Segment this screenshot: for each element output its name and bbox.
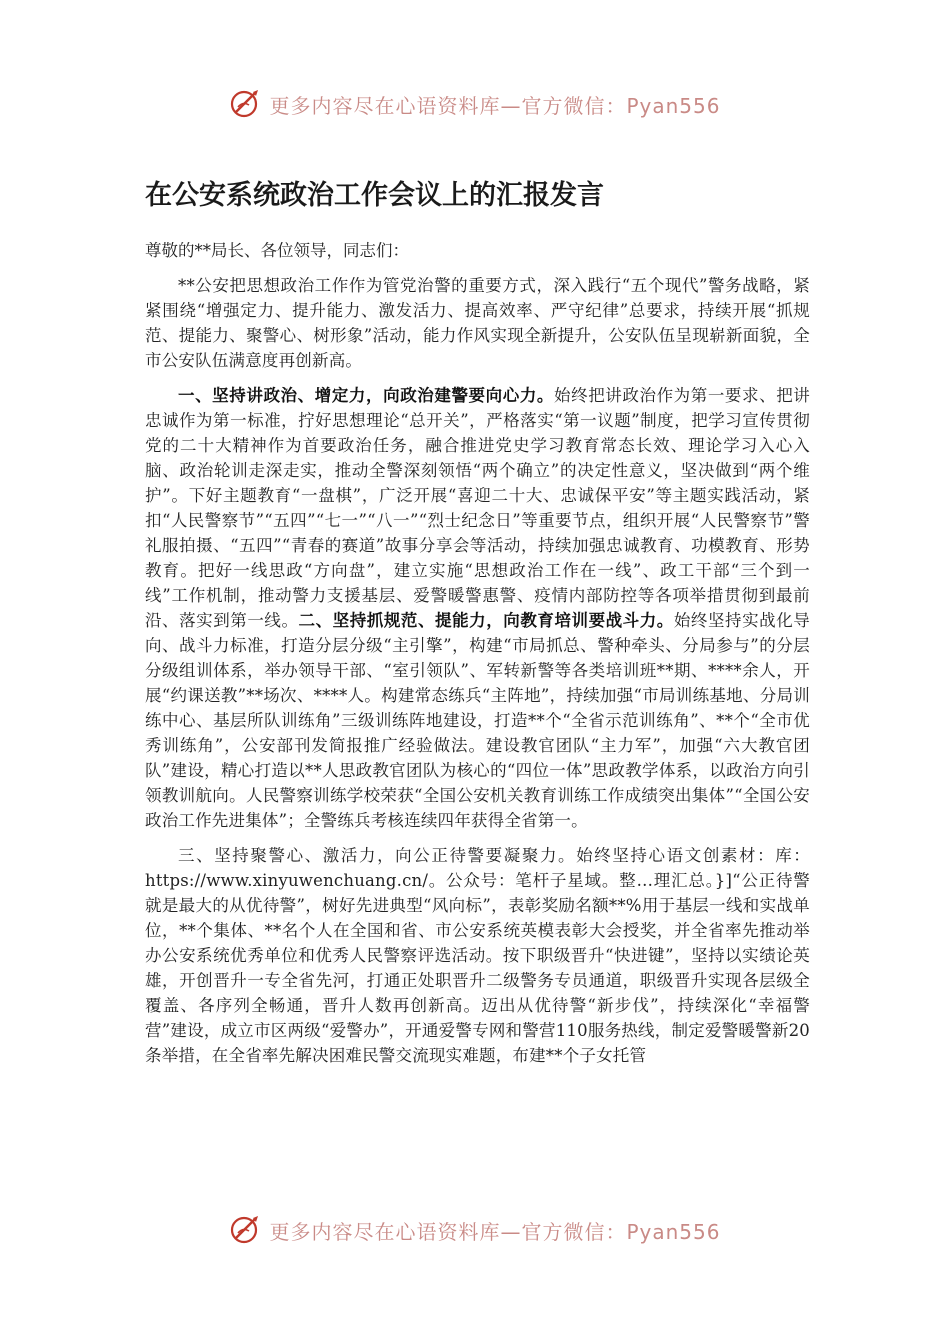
intro-paragraph: **公安把思想政治工作作为管党治警的重要方式，深入践行“五个现代”警务战略，紧紧围绕“增强定力、提升能力、激发活力、提高效率、严守纪律”总要求，持续开展“抓规范、提能力、聚警心、树形象”活动，能力作风实现全新提升，公安队伍呈现崭新面貌，全市公安队伍满意度再创新高。 xyxy=(145,276,810,370)
banner-text: 更多内容尽在心语资料库—官方微信：Pyan556 xyxy=(269,93,721,118)
banner-text: 更多内容尽在心语资料库—官方微信：Pyan556 xyxy=(269,1219,721,1244)
writing-hand-logo-icon xyxy=(229,87,263,121)
section-3-paragraph: 三、坚持聚警心、激活力，向公正待警要凝聚力。始终坚持心语文创素材：库：https://www.xinyuwenchuang.cn/。公众号：笔杆子星域。整…理汇总。}]“公正待警就是最大的从优待警”，树好先进典型“风向标”，表彰奖励名额**%用于基层一线和实战单位，**个集体、**名个人在全国和省、市公安系统英模表彰大会授奖，并全省率先推动举办公安系统优秀单位和优秀人民警察评选活动。按下职级晋升“快进键”，坚持以实绩论英雄，开创晋升一专全省先河，打通正处职晋升二级警务专员通道，职级晋升实现各层级全覆盖、各序列全畅通，晋升人数再创新高。迈出从优待警“新步伐”，持续深化“幸福警营”建设，成立市区两级“爱警办”，开通爱警专网和警营110服务热线，制定爱警暖警新20条举措，在全省率先解决困难民警交流现实难题，布建**个子女托管 xyxy=(145,846,810,1065)
section-2-heading: 二、坚持抓规范、提能力，向教育培训要战斗力。 xyxy=(298,611,674,630)
section-1-body: 始终把讲政治作为第一要求、把讲忠诚作为第一标准，拧好思想理论“总开关”，严格落实“第一议题”制度，把学习宣传贯彻党的二十大精神作为首要政治任务，融合推进党史学习教育常态长效、理论学习入心入脑、政治轮训走深走实，推动全警深刻领悟“两个确立”的决定性意义，坚决做到“两个维护”。下好主题教育“一盘棋”，广泛开展“喜迎二十大、忠诚保平安”等主题实践活动，紧扣“人民警察节”“五四”“七一”“八一”“烈士纪念日”等重要节点，组织开展“人民警察节”警礼服拍摄、“五四”“青春的赛道”故事分享会等活动，持续加强忠诚教育、功模教育、形势教育。把好一线思政“方向盘”，建立实施“思想政治工作在一线”、政工干部“三个到一线”工作机制，推动警力支援基层、爱警暖警惠警、疫情内部防控等各项举措贯彻到最前沿、落实到第一线。 xyxy=(145,386,810,630)
section-1-heading: 一、坚持讲政治、增定力，向政治建警要向心力。 xyxy=(178,386,555,405)
header-banner xyxy=(0,84,950,124)
salutation: 尊敬的**局长、各位领导，同志们： xyxy=(145,241,409,260)
document-body xyxy=(145,172,810,1078)
document-title: 在公安系统政治工作会议上的汇报发言 xyxy=(145,180,604,211)
writing-hand-logo-icon xyxy=(229,1213,263,1247)
footer-banner xyxy=(0,1210,950,1250)
section-2-body: 始终坚持实战化导向、战斗力标准，打造分层分级“主引擎”，构建“市局抓总、警种牵头、分局参与”的分层分级组训体系，举办领导干部、“室引领队”、军转新警等各类培训班**期、****余人，开展“约课送教”**场次、****人。构建常态练兵“主阵地”，持续加强“市局训练基地、分局训练中心、基层所队训练角”三级训练阵地建设，打造**个“全省示范训练角”、**个“全市优秀训练角”，公安部刊发简报推广经验做法。建设教官团队“主力军”，加强“六大教官团队”建设，精心打造以**人思政教官团队为核心的“四位一体”思政教学体系，以政治方向引领教训航向。人民警察训练学校荣获“全国公安机关教育训练工作成绩突出集体”“全国公安政治工作先进集体”；全警练兵考核连续四年获得全省第一。 xyxy=(145,611,810,830)
section-1-paragraph xyxy=(145,383,810,833)
